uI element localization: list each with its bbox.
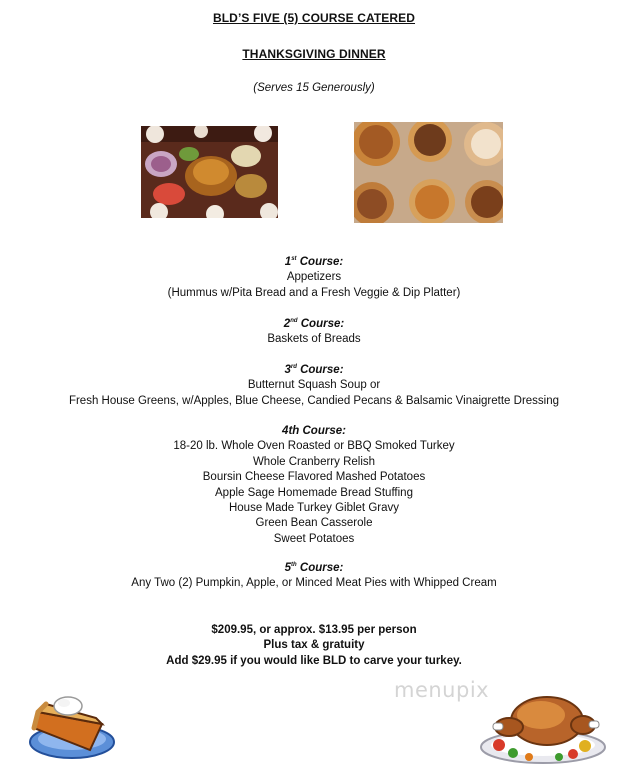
thanksgiving-table-photo bbox=[141, 126, 278, 218]
price-line: $209.95, or approx. $13.95 per person bbox=[211, 624, 417, 636]
course-item: Sweet Potatoes bbox=[273, 532, 355, 545]
course-item: Any Two (2) Pumpkin, Apple, or Minced Meat Pies with Whipped Cream bbox=[131, 577, 497, 590]
carve-line: Add $29.95 if you would like BLD to carve your turkey. bbox=[166, 654, 462, 667]
pricing bbox=[0, 623, 628, 669]
course-4 bbox=[0, 424, 628, 547]
pie-slice-icon bbox=[20, 684, 120, 764]
course-heading: 3rd Course: bbox=[284, 364, 344, 376]
course-heading: 4th Course: bbox=[282, 425, 346, 437]
course-5 bbox=[0, 561, 628, 592]
roast-turkey-icon bbox=[479, 683, 607, 767]
course-heading: 5th Course: bbox=[284, 562, 344, 574]
course-3 bbox=[0, 363, 628, 409]
course-1 bbox=[0, 255, 628, 301]
course-item: Green Bean Casserole bbox=[255, 517, 373, 530]
course-heading: 1st Course: bbox=[284, 256, 344, 268]
course-item: (Hummus w/Pita Bread and a Fresh Veggie & Dip Platter) bbox=[167, 286, 461, 299]
course-item: Apple Sage Homemade Bread Stuffing bbox=[215, 486, 413, 499]
course-item: House Made Turkey Giblet Gravy bbox=[228, 502, 399, 515]
course-item: Whole Cranberry Relish bbox=[252, 455, 376, 468]
menu-subtitle: THANKSGIVING DINNER bbox=[242, 47, 386, 61]
watermark: menupix bbox=[394, 678, 490, 702]
course-item: Butternut Squash Soup or bbox=[247, 379, 381, 392]
course-item: Boursin Cheese Flavored Mashed Potatoes bbox=[202, 471, 426, 484]
course-item: Baskets of Breads bbox=[267, 333, 361, 346]
course-item: 18-20 lb. Whole Oven Roasted or BBQ Smoked Turkey bbox=[173, 440, 455, 453]
course-heading: 2nd Course: bbox=[283, 318, 345, 330]
pies-photo bbox=[354, 122, 503, 223]
course-2 bbox=[0, 317, 628, 348]
course-item: Fresh House Greens, w/Apples, Blue Cheese, Candied Pecans & Balsamic Vinaigrette Dressing bbox=[68, 394, 560, 407]
menu-title: BLD’S FIVE (5) COURSE CATERED bbox=[212, 11, 416, 25]
tax-line: Plus tax & gratuity bbox=[263, 639, 365, 652]
serves-note: (Serves 15 Generously) bbox=[253, 82, 375, 94]
course-item: Appetizers bbox=[286, 271, 342, 284]
